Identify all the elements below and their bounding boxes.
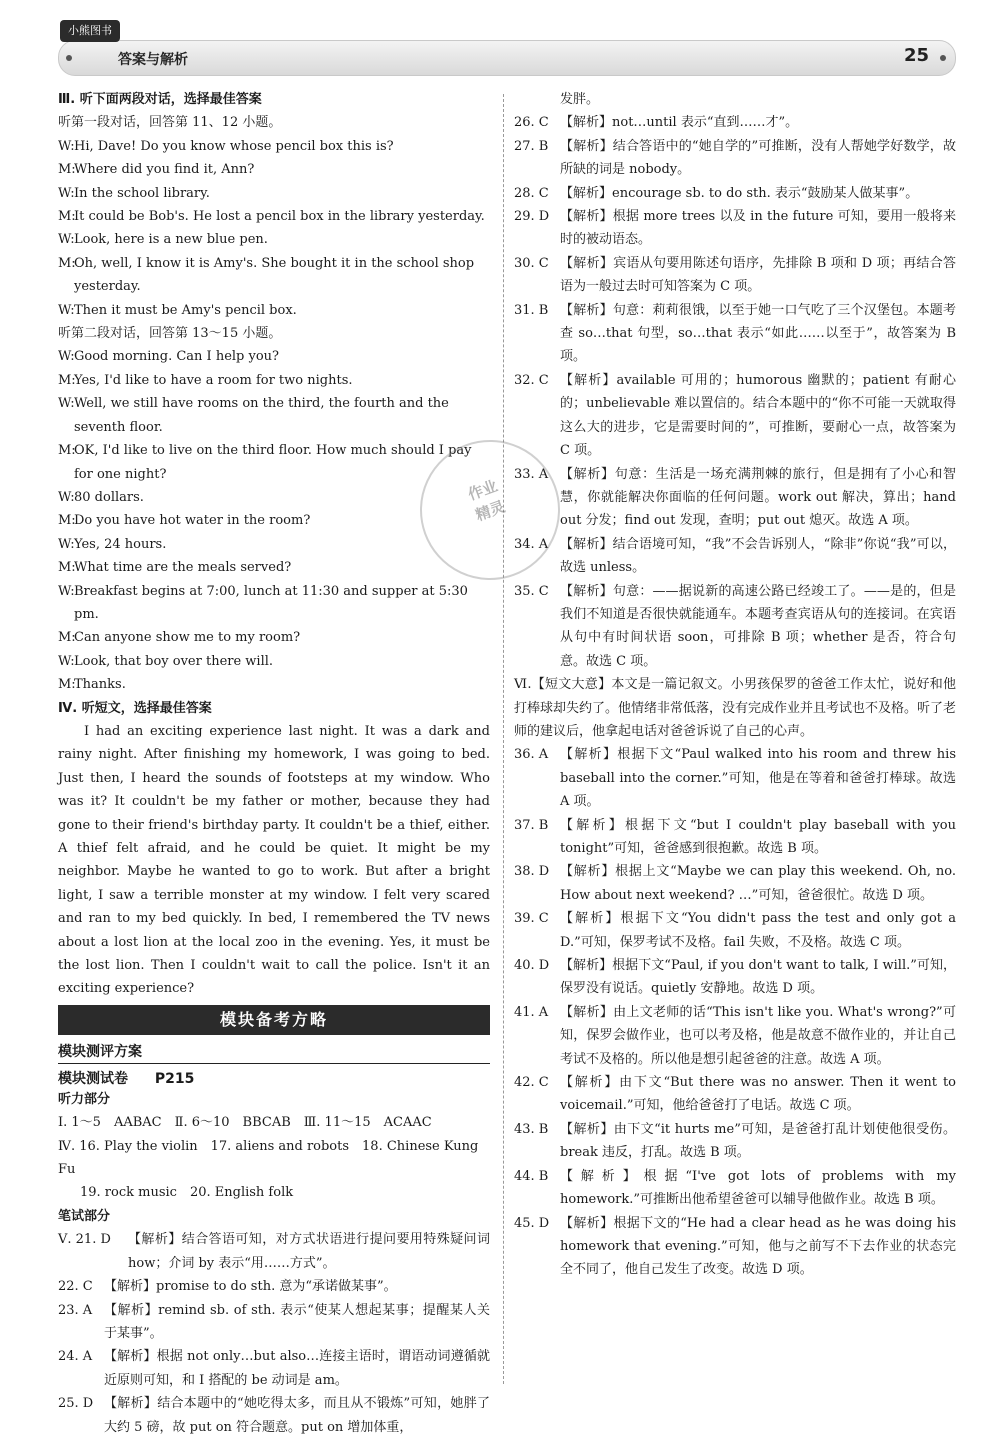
answer-number: 30. C [514, 255, 549, 271]
listening-answers-2: Ⅳ. 16. Play the violin 17. aliens and robots 18. Chinese Kung Fu [58, 1138, 479, 1178]
speaker-label: W: [58, 489, 75, 505]
answer-number: 25. D [58, 1396, 94, 1412]
answer-number: 29. D [514, 209, 550, 225]
speaker-label: W: [58, 138, 75, 154]
speaker-label: M: [58, 560, 76, 576]
dialog-text: Good morning. Can I help you? [74, 349, 280, 365]
answer-explanation: 【解析】根据“I've got lots of problems with my homework.”可推断出他希望爸爸可以辅导他做作业。故选 B 项。 [560, 1168, 956, 1208]
listening-answers-3: 19. rock music 20. English folk [80, 1185, 294, 1201]
answer-item [514, 1118, 956, 1165]
stamp-line: 作业 [465, 476, 500, 504]
dialog-line [58, 650, 490, 673]
answer-number: Ⅴ. 21. D [58, 1232, 111, 1248]
dialog-text: Where did you find it, Ann? [74, 162, 255, 178]
dialog-line [58, 439, 490, 486]
answer-item [514, 111, 956, 134]
speaker-label: W: [58, 536, 75, 552]
answer-number: 36. A [514, 747, 549, 763]
dialog-text: Thanks. [74, 677, 126, 693]
dialog-text: In the school library. [74, 185, 210, 201]
answer-explanation: 【解析】encourage sb. to do sth. 表示“鼓励某人做某事”。 [560, 185, 919, 201]
brand-tag: 小熊图书 [60, 20, 120, 42]
speaker-label: W: [58, 396, 75, 412]
dialog-text: 80 dollars. [74, 489, 144, 505]
speaker-label: W: [58, 349, 75, 365]
answer-number: 33. A [514, 466, 549, 482]
answer-item [514, 580, 956, 674]
answer-explanation: 【解析】根据 more trees 以及 in the future 可知，要用一般将来时的被动语态。 [560, 209, 956, 248]
answer-number: 31. B [514, 302, 549, 318]
answer-item [514, 860, 956, 907]
answer-number: 34. A [514, 536, 549, 552]
right-column [514, 88, 956, 1282]
header-title: 答案与解析 [118, 52, 188, 68]
header-bar [58, 40, 956, 76]
answer-number: 32. C [514, 372, 549, 388]
answer-explanation: 【解析】句意：莉莉很饿，以至于她一口气吃了三个汉堡包。本题考查 so…that 句型，so…that 表示“如此……以至于”，故答案为 B 项。 [560, 302, 956, 365]
speaker-label: M: [58, 255, 76, 271]
answer-explanation: 【解析】根据下文“Paul, if you don't want to talk, I will.”可知，保罗没有说话。quietly 安静地。故选 D 项。 [560, 958, 956, 997]
answer-number: 38. D [514, 864, 550, 880]
dialog2-intro: 听第二段对话，回答第 13～15 小题。 [58, 326, 282, 342]
answer-item [514, 954, 956, 1001]
answer-explanation: 【解析】not…until 表示“直到……才”。 [560, 115, 799, 131]
answer-item [58, 1275, 490, 1298]
speaker-label: W: [58, 653, 75, 669]
section-4-title: Ⅳ. 听短文，选择最佳答案 [58, 700, 212, 716]
answer-number: 35. C [514, 583, 549, 599]
written-label: 笔试部分 [58, 1208, 111, 1224]
speaker-label: M: [58, 677, 76, 693]
dialog-text: Look, here is a new blue pen. [74, 232, 268, 248]
dialog-line [58, 182, 490, 205]
answer-explanation: 【解析】结合答语可知，对方式状语进行提问要用特殊疑问词 how；介词 by 表示“用……方式”。 [128, 1232, 490, 1271]
right-answers [514, 111, 956, 673]
dialog-line [58, 135, 490, 158]
dialog-text: Then it must be Amy's pencil box. [74, 302, 297, 318]
speaker-label: W: [58, 185, 75, 201]
answer-explanation: 【解析】available 可用的；humorous 幽默的；patient 有耐心的；unbelievable 难以置信的。结合本题中的“你不可能一天就取得这么大的进步，它是需要时间的”，可推断，要耐心一点，故答案为 C 项。 [560, 372, 956, 459]
module-band: 模块备考方略 [58, 1005, 490, 1035]
answer-number: 44. B [514, 1168, 549, 1184]
dialog-line [58, 369, 490, 392]
answer-item [514, 205, 956, 252]
speaker-label: W: [58, 583, 75, 599]
speaker-label: M: [58, 443, 76, 459]
dialog-text: What time are the meals served? [74, 560, 292, 576]
listening-label: 听力部分 [58, 1091, 111, 1107]
answer-number: 45. D [514, 1215, 550, 1231]
dialog-text: Yes, I'd like to have a room for two nights. [74, 372, 353, 388]
dialog-text: It could be Bob's. He lost a pencil box in the library yesterday. [74, 209, 485, 225]
answer-item [514, 1001, 956, 1071]
answer-number: 43. B [514, 1121, 549, 1137]
dialog-line [58, 626, 490, 649]
dialog-text: Well, we still have rooms on the third, the fourth and the seventh floor. [74, 396, 449, 435]
dialog-line [58, 205, 490, 228]
answer-explanation: 【解析】remind sb. of sth. 表示“使某人想起某事；提醒某人关于某事”。 [104, 1302, 490, 1341]
answer-item [514, 907, 956, 954]
answer-number: 37. B [514, 817, 549, 833]
dialog-line [58, 556, 490, 579]
dialog-text: Oh, well, I know it is Amy's. She bought it in the school shop yesterday. [74, 255, 475, 295]
speaker-label: M: [58, 630, 76, 646]
left-column [58, 88, 490, 1439]
answer-item [514, 299, 956, 369]
answer-explanation: 【解析】结合语境可知，“我”不会告诉别人，“除非”你说“我”可以，故选 unless。 [560, 536, 956, 576]
test-title-line [58, 1068, 490, 1088]
speaker-label: W: [58, 232, 75, 248]
answer-item [514, 743, 956, 813]
section-3-title: Ⅲ. 听下面两段对话，选择最佳答案 [58, 92, 262, 107]
dialog-line [58, 673, 490, 696]
module-subhead: 模块测评方案 [58, 1041, 490, 1064]
answer-number: 27. B [514, 138, 549, 154]
answer-number: 26. C [514, 115, 549, 131]
dialog1-intro: 听第一段对话，回答第 11、12 小题。 [58, 115, 282, 131]
speaker-label: M: [58, 209, 76, 225]
answer-item [58, 1228, 490, 1275]
answer-explanation: 【解析】由下文“it hurts me”可知，是爸爸打乱计划使他很受伤。break 违反，打乱。故选 B 项。 [560, 1121, 956, 1161]
answer-item [58, 1392, 490, 1439]
answer-item [514, 1165, 956, 1212]
answer-explanation: 【解析】根据上文“Maybe we can play this weekend. Oh, no. How about next weekend? …”可知，爸爸很忙。故选 D 项。 [560, 864, 956, 903]
answer-explanation: 【解析】宾语从句要用陈述句语序，先排除 B 项和 D 项；再结合答语为一般过去时可知答案为 C 项。 [560, 255, 956, 295]
answer-item [514, 1071, 956, 1118]
answer-number: 39. C [514, 911, 549, 927]
answer-item [514, 1212, 956, 1282]
dialog-text: Yes, 24 hours. [74, 536, 167, 552]
answer-explanation: 【解析】句意：生活是一场充满荆棘的旅行，但是拥有了小心和智慧，你就能解决你面临的任何问题。work out 解决，算出；hand out 分发；find out 发现，查明；put out 熄灭。故选 A 项。 [560, 466, 956, 529]
speaker-label: M: [58, 372, 76, 388]
dialog-line [58, 228, 490, 251]
speaker-label: W: [58, 302, 75, 318]
dialog-line [58, 158, 490, 181]
answer-number: 40. D [514, 958, 550, 974]
dialog-text: Can anyone show me to my room? [74, 630, 301, 646]
answer-item [514, 533, 956, 580]
dialog-text: Breakfast begins at 7:00, lunch at 11:30 and supper at 5:30 pm. [74, 583, 468, 622]
answer-explanation: 【解析】根据下文“Paul walked into his room and threw his baseball into the corner.”可知，他是在等着和爸爸打棒球。故选 A 项。 [560, 747, 956, 810]
dialog-text: OK, I'd like to live on the third floor. How much should I pay for one night? [74, 443, 472, 482]
listening-answers-1: Ⅰ. 1～5 AABAC Ⅱ. 6～10 BBCAB Ⅲ. 11～15 ACAAC [58, 1115, 432, 1131]
dialog-text: Look, that boy over there will. [74, 653, 274, 669]
header-dot-icon [940, 55, 946, 61]
left-answers [58, 1228, 490, 1439]
column-divider [503, 94, 504, 1384]
answer-number: 42. C [514, 1075, 549, 1091]
answer-number: 22. C [58, 1279, 93, 1295]
dialog1 [58, 135, 490, 322]
dialog-line [58, 252, 490, 299]
dialog-line [58, 392, 490, 439]
answer-explanation: 【解析】结合答语中的“她自学的”可推断，没有人帮她学好数学，故所缺的词是 nobody。 [560, 138, 956, 178]
answer-explanation: 【解析】根据下文“You didn't pass the test and only got a D.”可知，保罗考试不及格。fail 失败，不及格。故选 C 项。 [560, 911, 956, 950]
header-dot-icon [66, 55, 72, 61]
dialog-text: Do you have hot water in the room? [74, 513, 311, 529]
answer-item [58, 1345, 490, 1392]
answer-number: 23. A [58, 1302, 93, 1318]
dialog-line [58, 580, 490, 627]
stamp-line: 精灵 [473, 497, 508, 525]
answer-explanation: 【解析】promise to do sth. 意为“承诺做某事”。 [104, 1279, 397, 1295]
speaker-label: M: [58, 162, 76, 178]
answer-explanation: 【解析】结合本题中的“她吃得太多，而且从不锻炼”可知，她胖了大约 5 磅，故 put on 符合题意。put on 增加体重， [104, 1396, 490, 1435]
dialog-line [58, 299, 490, 322]
answer-explanation: 【解析】根据下文“but I couldn't play baseball with you tonight”可知，爸爸感到很抱歉。故选 B 项。 [560, 817, 956, 856]
answer-explanation: 【解析】根据下文的“He had a clear head as he was doing his homework that evening.”可知，他与之前写不下去作业的状态完全不同了，他自己发生了改变。故选 D 项。 [560, 1215, 956, 1278]
section-6-summary: Ⅵ.【短文大意】本文是一篇记叙文。小男孩保罗的爸爸工作太忙，说好和他打棒球却失约了。他情绪非常低落，没有完成作业并且考试也不及格。听了老师的建议后，他拿起电话对爸爸诉说了自己的心声。 [514, 677, 957, 739]
answer-number: 28. C [514, 185, 549, 201]
answer-explanation: 【解析】根据 not only…but also…连接主语时，谓语动词遵循就近原则可知，和 I 搭配的 be 动词是 am。 [104, 1349, 490, 1388]
continued-text: 发胖。 [560, 92, 600, 107]
answer-item [514, 252, 956, 299]
answer-item [514, 369, 956, 463]
listening-passage: I had an exciting experience last night. It was a dark and rainy night. After finishing my homework, I was going to bed. Just then, I heard the sounds of footsteps at my window. Who was it? It couldn't be my father or mother, because they had gone to their friend's birthday party. It couldn't be a thief, either. A thief felt afraid, and he could be quiet. It might be my neighbor. Maybe he wanted to go to work. But after a bright light, I saw a terrible monster at my window. I felt very scared and ran to my bed quickly. In bed, I remembered the TV news about a lost lion at the local zoo in the evening. Yes, it must be the lost lion. Then I couldn't wait to call the police. Isn't it an exciting experience? [58, 723, 490, 997]
right-answers-2 [514, 743, 956, 1281]
answer-explanation: 【解析】句意：——据说新的高速公路已经竣工了。——是的，但是我们不知道是否很快就能通车。本题考查宾语从句的连接词。在宾语从句中有时间状语 soon，可排除 B 项；whether 是否，符合句意。故选 C 项。 [560, 583, 956, 669]
answer-explanation: 【解析】由下文“But there was no answer. Then it went to voicemail.”可知，他给爸爸打了电话。故选 C 项。 [560, 1075, 956, 1114]
test-page: P215 [154, 1070, 195, 1087]
answer-number: 41. A [514, 1004, 549, 1020]
answer-item [58, 1299, 490, 1346]
answer-item [514, 135, 956, 182]
answer-item [514, 463, 956, 533]
page-number: 25 [904, 45, 930, 66]
answer-item [514, 814, 956, 861]
dialog-text: Hi, Dave! Do you know whose pencil box this is? [74, 138, 394, 154]
test-title: 模块测试卷 [58, 1070, 128, 1087]
answer-item [514, 182, 956, 205]
speaker-label: M: [58, 513, 76, 529]
answer-explanation: 【解析】由上文老师的话“This isn't like you. What's wrong?”可知，保罗会做作业，也可以考及格，他是故意不做作业的，并让自己考试不及格的。所以他是想引起爸爸的注意。故选 A 项。 [560, 1004, 956, 1067]
answer-number: 24. A [58, 1349, 93, 1365]
dialog-line [58, 345, 490, 368]
